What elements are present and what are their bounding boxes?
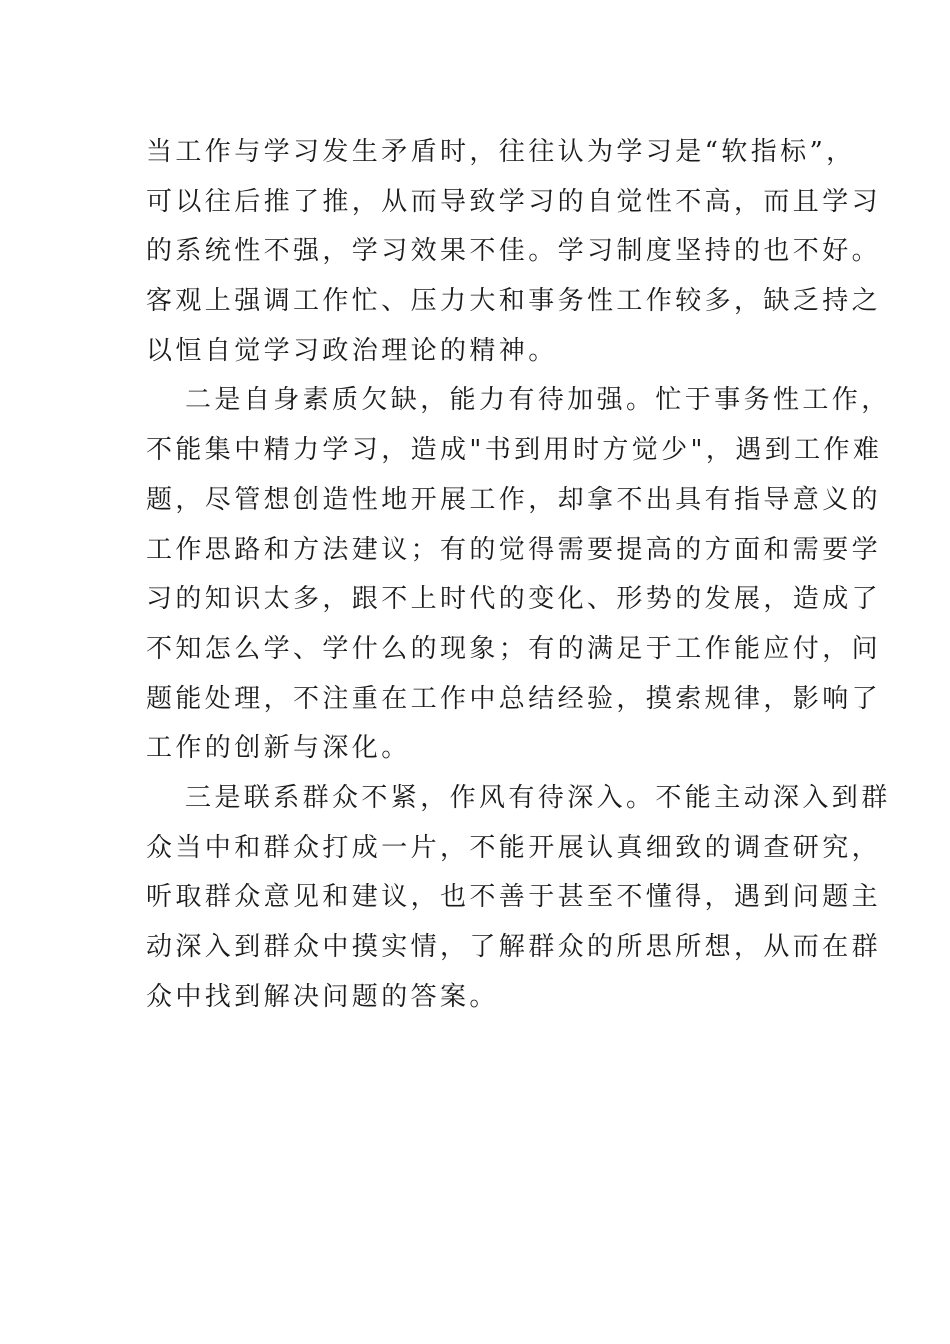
text-line: 题，尽管想创造性地开展工作，却拿不出具有指导意义的 [146,484,882,515]
text-line: 众当中和群众打成一片，不能开展认真细致的调查研究， [146,832,882,863]
text-line: 三是联系群众不紧，作风有待深入。不能主动深入到群 [185,782,891,813]
text-line: 听取群众意见和建议，也不善于甚至不懂得，遇到问题主 [146,882,882,913]
paragraph-2 [146,376,891,774]
text-line: 不知怎么学、学什么的现象；有的满足于工作能应付，问 [146,633,882,664]
text-line: 题能处理，不注重在工作中总结经验，摸索规律，影响了 [146,683,882,714]
text-line: 可以往后推了推，从而导致学习的自觉性不高，而且学习 [146,186,882,217]
document-body [146,128,891,1022]
paragraph-3 [146,774,891,1022]
text-line: 工作思路和方法建议；有的觉得需要提高的方面和需要学 [146,534,882,565]
text-line: 不能集中精力学习，造成"书到用时方觉少"，遇到工作难 [146,435,883,466]
paragraph-1 [146,128,882,376]
text-line: 众中找到解决问题的答案。 [146,981,499,1012]
text-line: 的系统性不强，学习效果不佳。学习制度坚持的也不好。 [146,236,882,267]
text-line: 二是自身素质欠缺，能力有待加强。忙于事务性工作， [185,385,891,416]
text-line: 动深入到群众中摸实情，了解群众的所思所想，从而在群 [146,932,882,962]
text-line: 以恒自觉学习政治理论的精神。 [146,335,558,366]
text-line: 客观上强调工作忙、压力大和事务性工作较多，缺乏持之 [146,286,882,317]
text-line: 习的知识太多，跟不上时代的变化、形势的发展，造成了 [146,584,882,615]
text-line: 当工作与学习发生矛盾时，往往认为学习是“软指标”， [146,137,856,167]
text-line: 工作的创新与深化。 [146,733,411,764]
